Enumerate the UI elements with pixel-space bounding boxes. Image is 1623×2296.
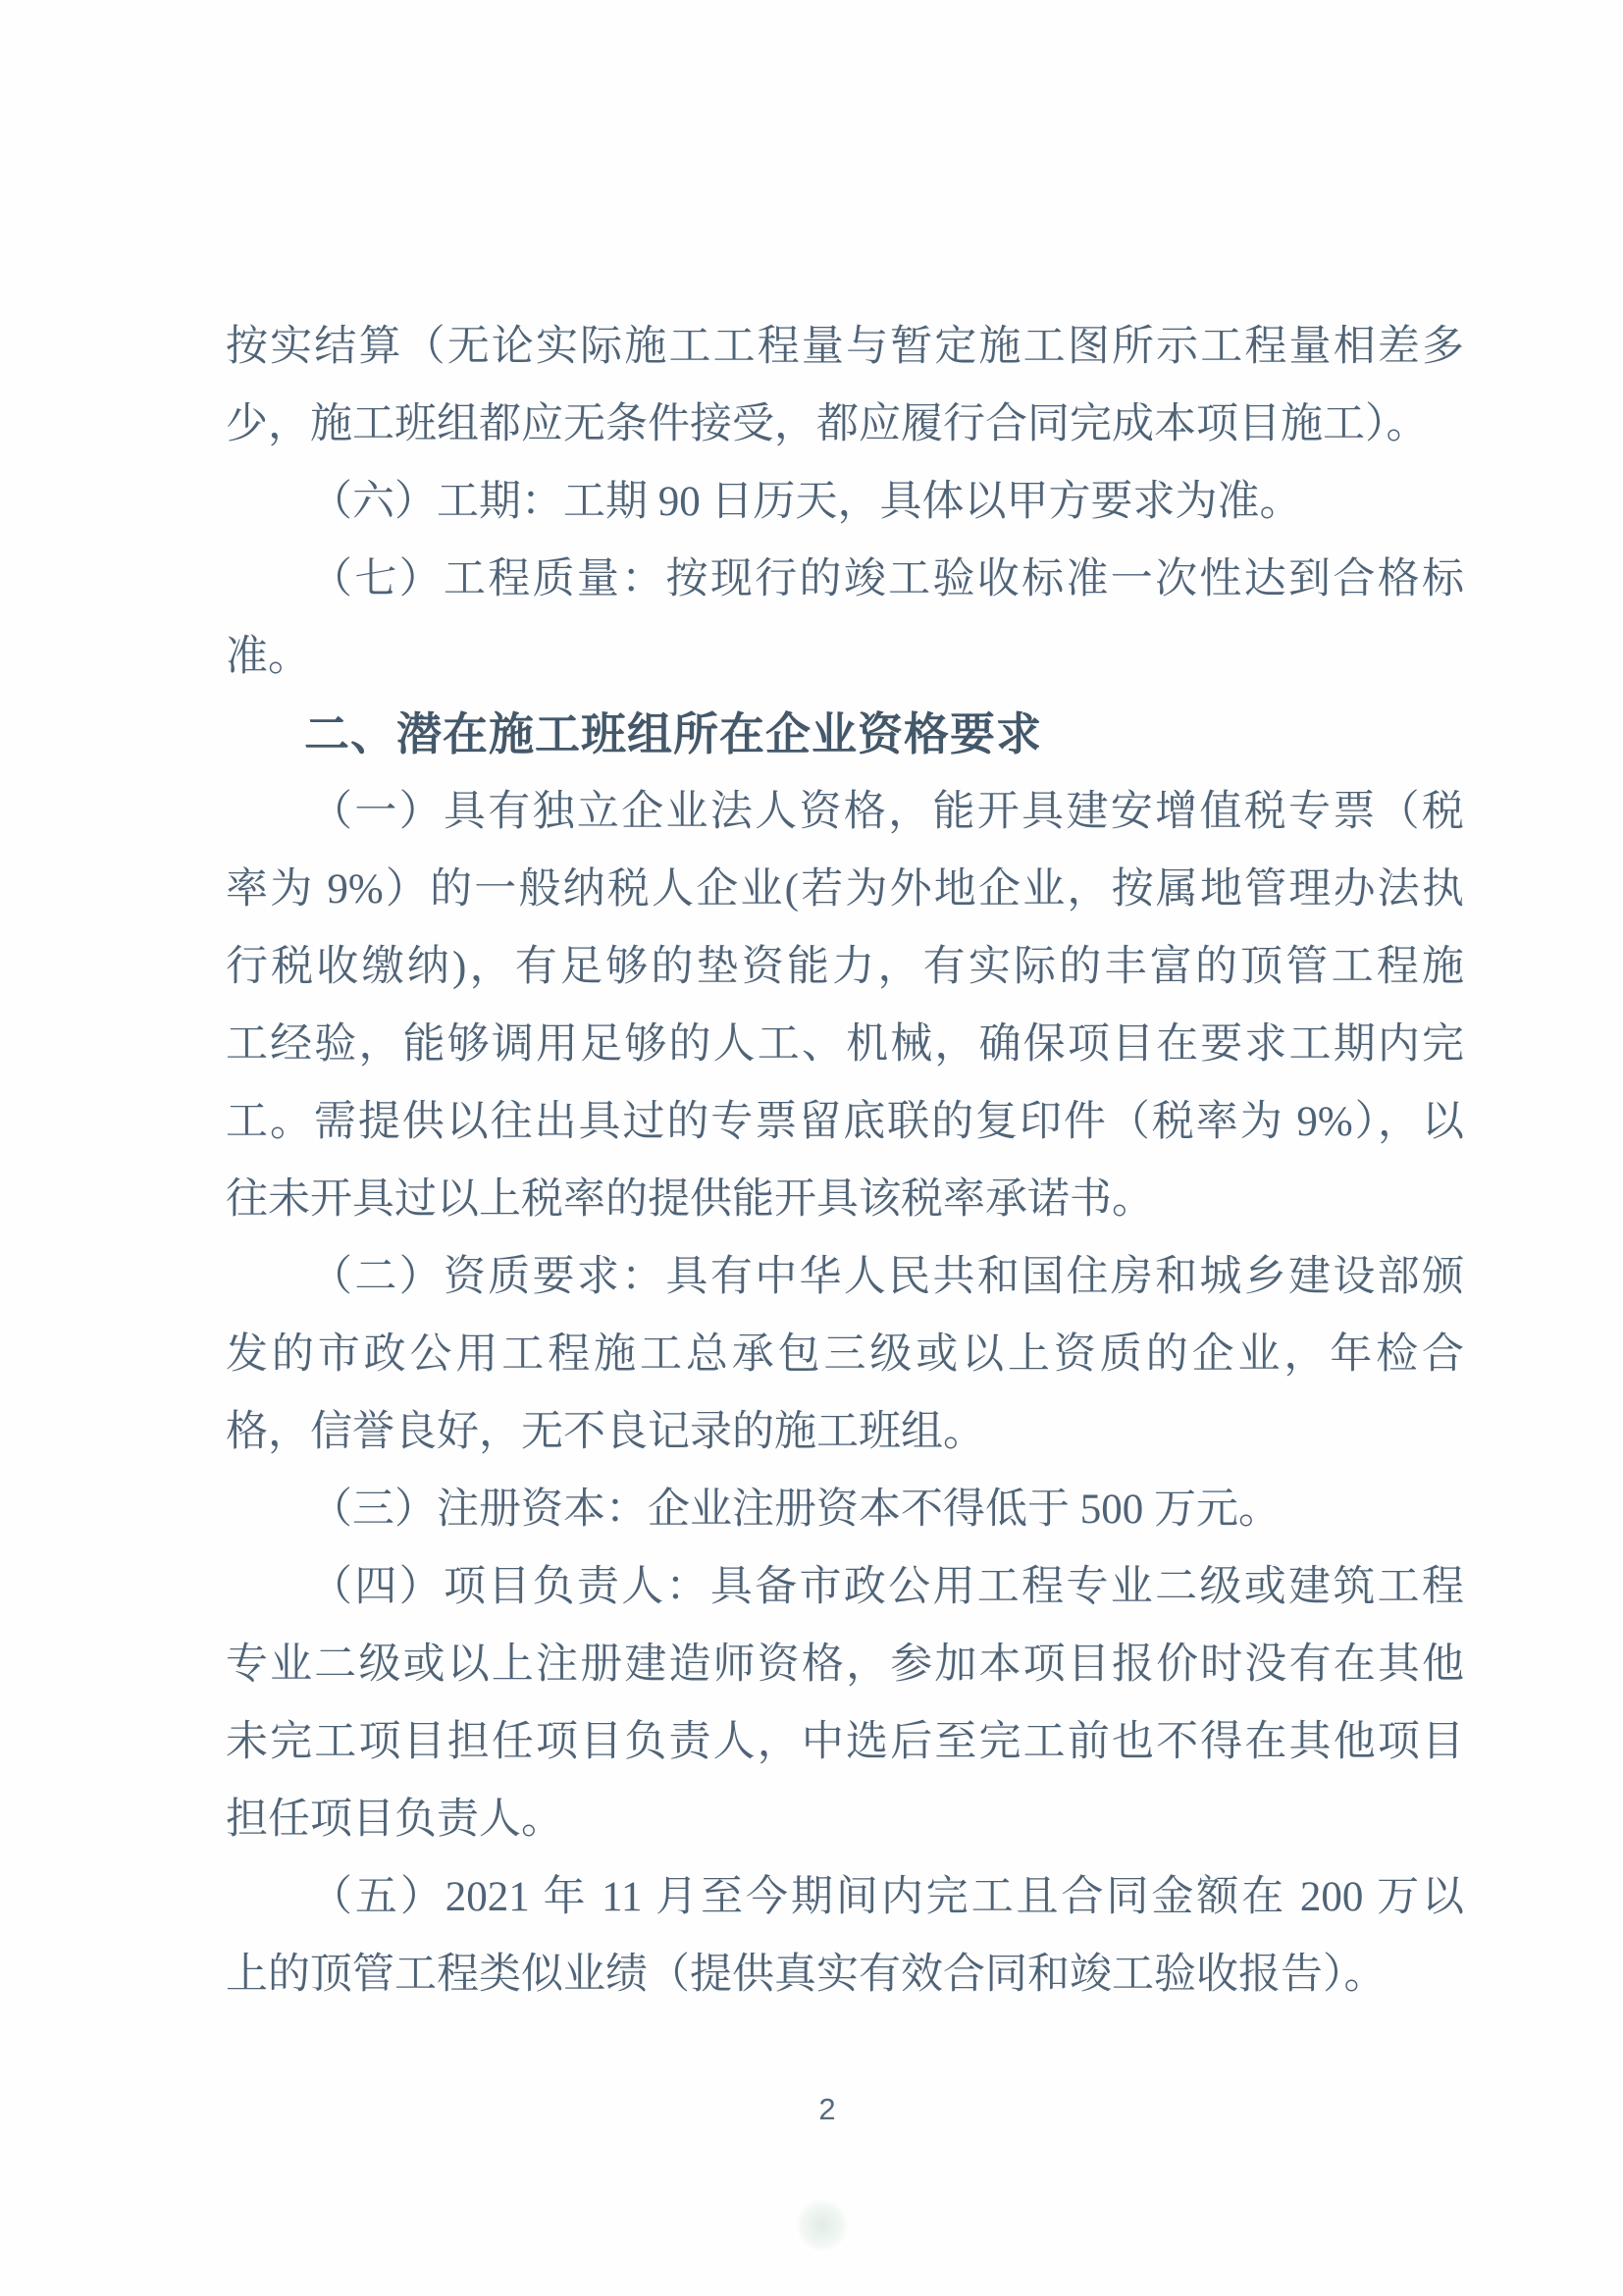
section-heading: 二、潜在施工班组所在企业资格要求 bbox=[304, 708, 1042, 759]
text-line: （一）具有独立企业法人资格，能开具建安增值税专票（税 bbox=[310, 789, 1464, 835]
text-line: （三）注册资本：企业注册资本不得低于 500 万元。 bbox=[310, 1487, 1281, 1533]
text-line: 发的市政公用工程施工总承包三级或以上资质的企业，年检合 bbox=[226, 1331, 1464, 1378]
text-line: 格，信誉良好，无不良记录的施工班组。 bbox=[226, 1409, 985, 1455]
text-line: （七）工程质量：按现行的竣工验收标准一次性达到合格标 bbox=[310, 556, 1464, 602]
text-line: 专业二级或以上注册建造师资格，参加本项目报价时没有在其他 bbox=[226, 1642, 1464, 1688]
text-line: 往未开具过以上税率的提供能开具该税率承诺书。 bbox=[226, 1176, 1154, 1223]
page-number: 2 bbox=[818, 2092, 836, 2126]
scan-artifact bbox=[797, 2200, 848, 2251]
text-line: 未完工项目担任项目负责人，中选后至完工前也不得在其他项目 bbox=[226, 1719, 1464, 1765]
text-line: 准。 bbox=[226, 634, 310, 680]
text-line: （四）项目负责人：具备市政公用工程专业二级或建筑工程 bbox=[310, 1564, 1464, 1610]
text-line: （二）资质要求：具有中华人民共和国住房和城乡建设部颁 bbox=[310, 1254, 1464, 1300]
text-line: 工。需提供以往出具过的专票留底联的复印件（税率为 9%），以 bbox=[226, 1099, 1464, 1145]
text-line: 行税收缴纳)，有足够的垫资能力，有实际的丰富的顶管工程施 bbox=[226, 944, 1464, 990]
text-line: 率为 9%）的一般纳税人企业(若为外地企业，按属地管理办法执 bbox=[226, 866, 1464, 913]
text-line: 工经验，能够调用足够的人工、机械，确保项目在要求工期内完 bbox=[226, 1021, 1464, 1068]
text-line: 少，施工班组都应无条件接受，都应履行合同完成本项目施工）。 bbox=[226, 401, 1429, 447]
text-line: （六）工期：工期 90 日历天，具体以甲方要求为准。 bbox=[310, 479, 1302, 525]
text-line: 按实结算（无论实际施工工程量与暂定施工图所示工程量相差多 bbox=[226, 324, 1464, 370]
text-line: （五）2021 年 11 月至今期间内完工且合同金额在 200 万以 bbox=[310, 1874, 1464, 1920]
text-line: 上的顶管工程类似业绩（提供真实有效合同和竣工验收报告）。 bbox=[226, 1952, 1387, 1998]
document-body bbox=[226, 308, 1464, 2013]
text-line: 担任项目负责人。 bbox=[226, 1797, 563, 1843]
